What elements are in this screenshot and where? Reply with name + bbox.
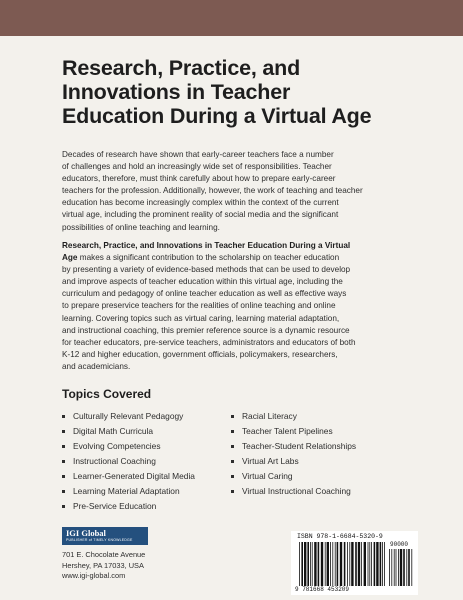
address-line: Hershey, PA 17033, USA	[62, 560, 144, 570]
paragraph-line: for teacher educators, pre-service teachers, administrators and educators of both	[62, 337, 356, 347]
title-line: Education During a Virtual Age	[62, 104, 372, 128]
topic-item: Virtual Art Labs	[231, 454, 356, 469]
paragraph-line: of challenges and hold an increasingly wide set of responsibilities. Teacher	[62, 162, 332, 172]
logo-text: IGI Global	[66, 528, 106, 538]
topics-list-left	[62, 409, 195, 514]
paragraph-line: teachers for the profession. Additionally, however, the work of teaching and teacher	[62, 186, 363, 196]
topic-item: Racial Literacy	[231, 409, 356, 424]
publisher-address	[62, 550, 145, 582]
topic-item: Evolving Competencies	[62, 439, 195, 454]
logo-tagline: PUBLISHER of TIMELY KNOWLEDGE	[66, 538, 133, 542]
ean-digits: 9 781668 453209	[295, 586, 350, 593]
topic-item: Teacher-Student Relationships	[231, 439, 356, 454]
isbn-label: ISBN 978-1-6684-5320-9	[297, 533, 383, 540]
description-paragraph-2	[62, 240, 412, 373]
isbn-barcode	[291, 531, 418, 595]
paragraph-line: to prepare preservice teachers for the realities of online teaching and online	[62, 301, 336, 311]
topic-item: Teacher Talent Pipelines	[231, 424, 356, 439]
price-barcode-bars	[389, 549, 413, 586]
paragraph-line: and instructional coaching, this premier reference source is a dynamic resource	[62, 325, 350, 335]
paragraph-line: educators, therefore, must think carefully about how to prepare early-career	[62, 174, 336, 184]
paragraph-line: K-12 and higher education, government officials, policymakers, researchers,	[62, 349, 338, 359]
address-line: 701 E. Chocolate Avenue	[62, 550, 146, 559]
bold-book-title: Research, Practice, and Innovations in Teacher Education During a Virtual	[62, 241, 351, 250]
paragraph-line	[62, 240, 412, 252]
topic-item: Pre-Service Education	[62, 499, 195, 514]
igi-global-logo	[62, 527, 148, 545]
book-title	[62, 56, 422, 128]
topic-item: Culturally Relevant Pedagogy	[62, 409, 195, 424]
title-line: Research, Practice, and	[62, 56, 300, 80]
paragraph-line: Decades of research have shown that early-career teachers face a number	[62, 150, 334, 159]
topic-item: Learning Material Adaptation	[62, 484, 195, 499]
paragraph-line: and improve aspects of teacher education within this virtual age, including the	[62, 277, 343, 287]
paragraph-line: education has become increasingly complex within the context of the current	[62, 198, 339, 208]
ean-barcode-bars	[299, 542, 387, 586]
topics-list-right	[231, 409, 356, 499]
topic-item: Virtual Instructional Coaching	[231, 484, 356, 499]
topic-item: Learner-Generated Digital Media	[62, 469, 195, 484]
price-code: 90000	[390, 541, 409, 548]
paragraph-line: possibilities of online teaching and learning.	[62, 222, 220, 232]
paragraph-line: learning. Covering topics such as virtual caring, learning material adaptation,	[62, 313, 340, 323]
paragraph-text: makes a significant contribution to the scholarship on teacher education	[77, 253, 340, 263]
paragraph-line: curriculum and pedagogy of online teacher education as well as effective ways	[62, 289, 347, 299]
website-link[interactable]: www.igi-global.com	[62, 571, 126, 580]
description-paragraph-1	[62, 149, 412, 234]
paragraph-line: by presenting a variety of evidence-based methods that can be used to develop	[62, 265, 351, 275]
topic-item: Instructional Coaching	[62, 454, 195, 469]
top-color-band	[0, 0, 463, 36]
topic-item: Digital Math Curricula	[62, 424, 195, 439]
topics-heading: Topics Covered	[62, 387, 152, 401]
bold-book-title-end: Age	[62, 253, 78, 263]
paragraph-line	[62, 252, 412, 264]
topic-item: Virtual Caring	[231, 469, 356, 484]
paragraph-line: and academicians.	[62, 361, 131, 371]
paragraph-line: virtual age, including the prominent reality of social media and the significant	[62, 210, 339, 220]
title-line: Innovations in Teacher	[62, 80, 291, 104]
